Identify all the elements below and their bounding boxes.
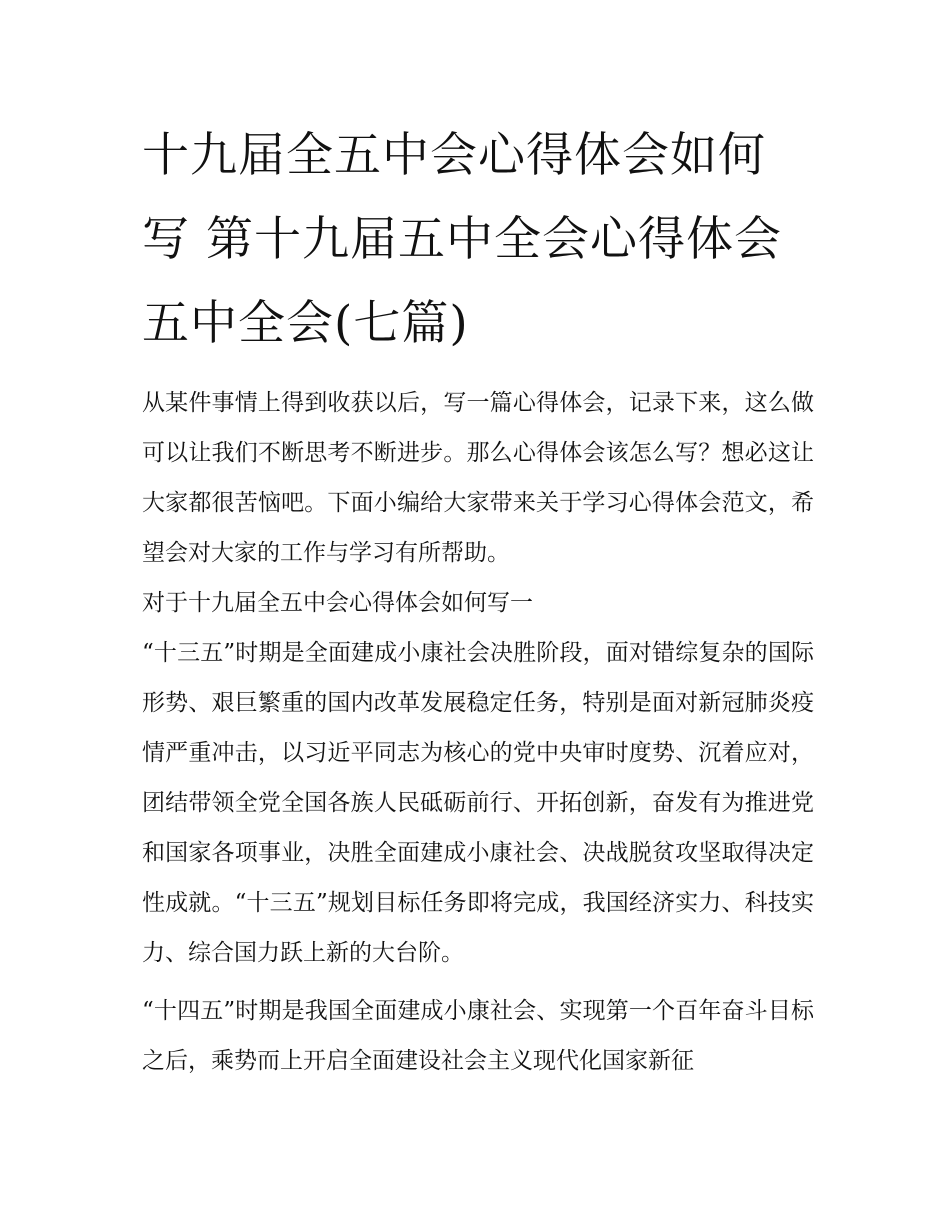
document-content [142,114,814,1086]
title-line-3: 五中全会(七篇) [142,296,469,351]
section-heading: 对于十九届全五中会心得体会如何写一 [142,590,533,616]
title-line-2: 写 第十九届五中全会心得体会 [142,212,782,267]
document-body [142,378,814,1086]
body-paragraph-2: “十四五”时期是我国全面建成小康社会、实现第一个百年奋斗目标之后，乘势而上开启全面建设社会主义现代化国家新征 [142,998,814,1074]
title-line-1: 十九届全五中会心得体会如何 [142,128,766,183]
intro-paragraph: 从某件事情上得到收获以后，写一篇心得体会，记录下来，这么做可以让我们不断思考不断进步。那么心得体会该怎么写？想必这让大家都很苦恼吧。下面小编给大家带来关于学习心得体会范文，希望会对大家的工作与学习有所帮助。 [142,390,814,566]
body-paragraph-1: “十三五”时期是全面建成小康社会决胜阶段，面对错综复杂的国际形势、艰巨繁重的国内改革发展稳定任务，特别是面对新冠肺炎疫情严重冲击，以习近平同志为核心的党中央审时度势、沉着应对，团结带领全党全国各族人民砥砺前行、开拓创新，奋发有为推进党和国家各项事业，决胜全面建成小康社会、决战脱贫攻坚取得决定性成就。“十三五”规划目标任务即将完成，我国经济实力、科技实力、综合国力跃上新的大台阶。 [142,640,814,966]
document-title [142,114,814,366]
